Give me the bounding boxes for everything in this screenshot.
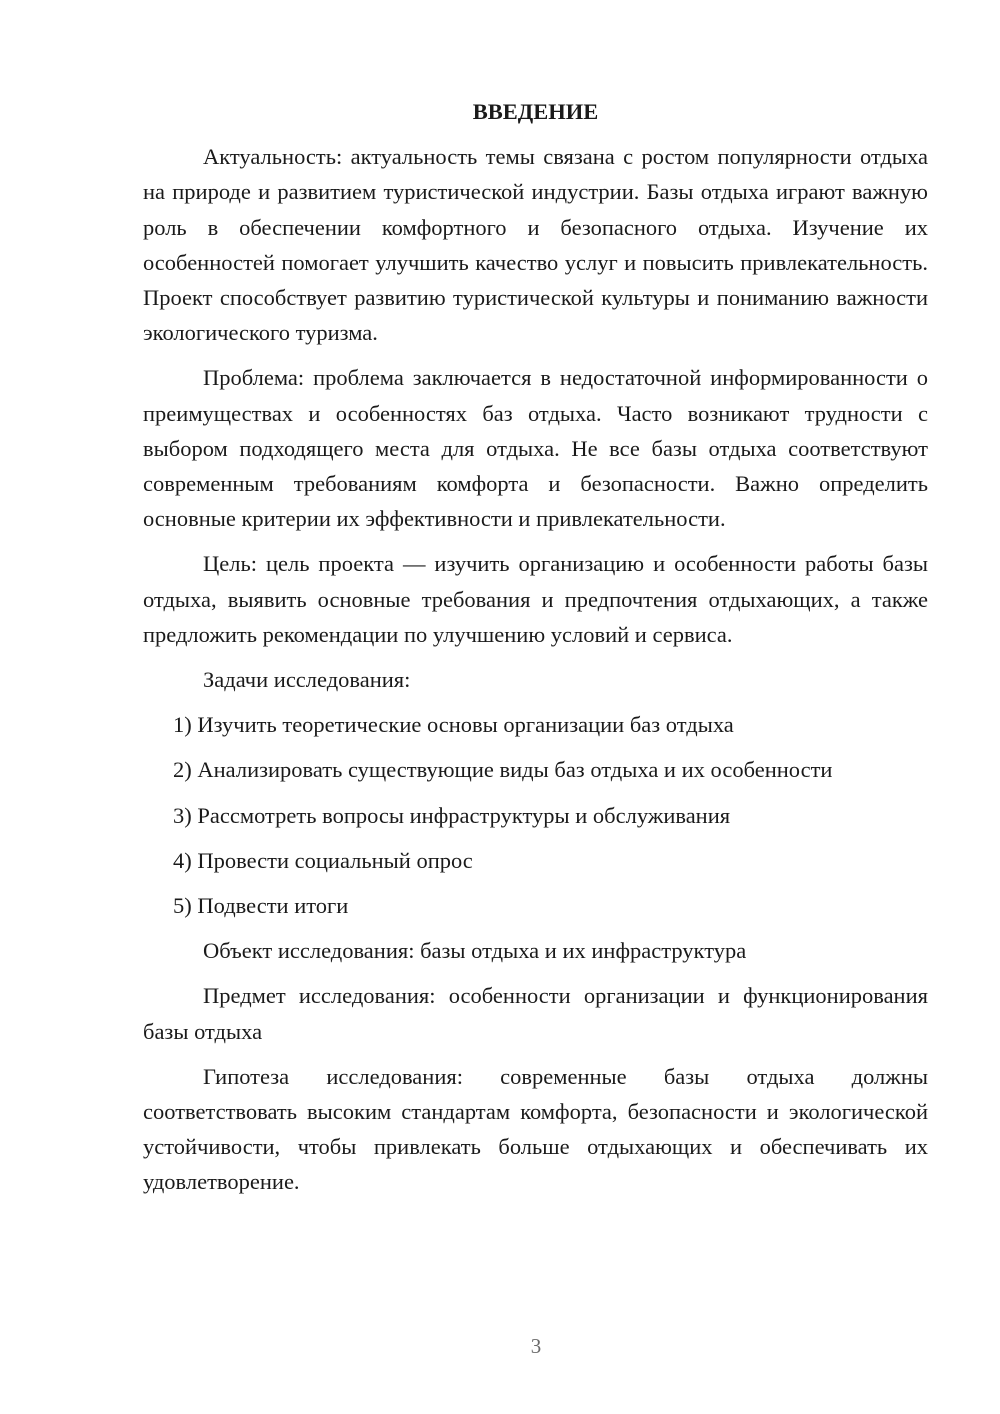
list-item: 2) Анализировать существующие виды баз отдыха и их особенности [173,757,833,783]
tasks-heading: Задачи исследования: [203,667,411,693]
relevance-paragraph: Актуальность: актуальность темы связана с ростом популярности отдыха на природе и развитием туристической индустрии. Базы отдыха играют важную роль в обеспечении комфортного и безопасного отдыха. Изучение их особенностей помогает улучшить качество услуг и повысить привлекательность. Проект способствует развитию туристической культуры и пониманию важности экологического туризма. [143,144,928,346]
object-paragraph: Объект исследования: базы отдыха и их инфраструктура [203,938,747,964]
hypothesis-paragraph: Гипотеза исследования: современные базы отдыха должны соответствовать высоким стандартам комфорта, безопасности и экологической устойчивости, чтобы привлекать больше отдыхающих и обеспечивать их удовлетворение. [143,1063,928,1195]
goal-paragraph: Цель: цель проекта — изучить организацию и особенности работы базы отдыха, выявить основные требования и предпочтения отдыхающих, а также предложить рекомендации по улучшению условий и сервиса. [143,551,928,647]
page-title: ВВЕДЕНИЕ [472,99,599,124]
list-item: 3) Рассмотреть вопросы инфраструктуры и обслуживания [173,802,731,828]
list-item: 5) Подвести итоги [173,893,349,919]
list-item: 4) Провести социальный опрос [173,847,473,873]
page-number: 3 [530,1334,542,1358]
problem-paragraph: Проблема: проблема заключается в недостаточной информированности о преимуществах и особенностях баз отдыха. Часто возникают трудности с выбором подходящего места для отдыха. Не все базы отдыха соответствуют современным требованиям комфорта и безопасности. Важно определить основные критерии их эффективности и привлекательности. [143,365,928,532]
page-content [143,94,928,1210]
tasks-list [143,707,928,923]
subject-paragraph: Предмет исследования: особенности организации и функционирования базы отдыха [143,983,928,1044]
list-item: 1) Изучить теоретические основы организации баз отдыха [173,712,734,738]
